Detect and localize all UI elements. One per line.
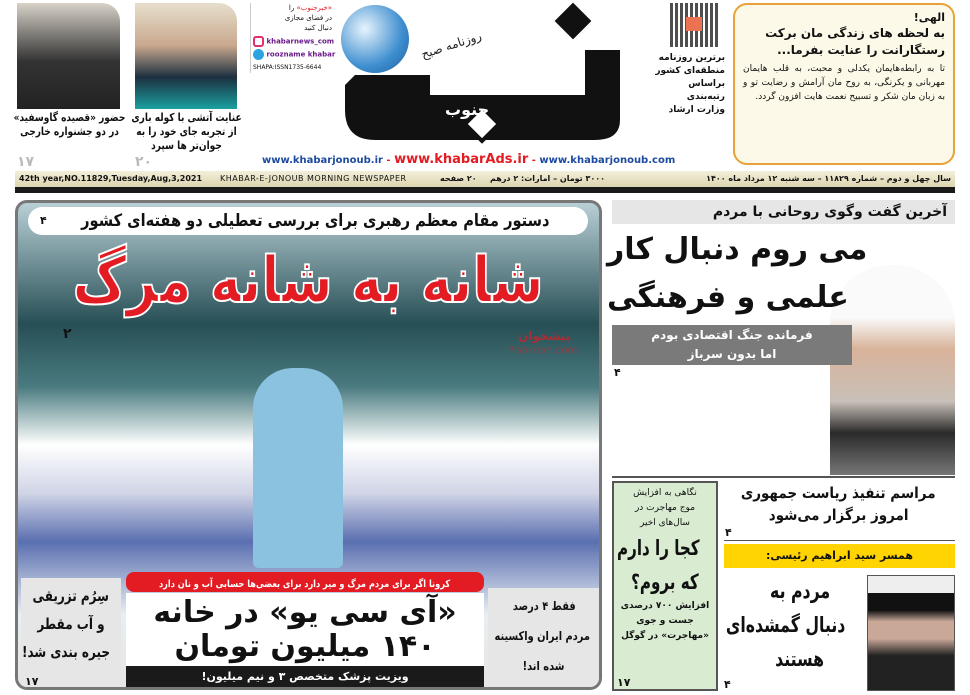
headline-line: علمی و فرهنگی (607, 280, 849, 315)
headline-line: دنبال گمشده‌ای (725, 613, 846, 637)
rouhani-headline[interactable] (607, 226, 937, 322)
left-box[interactable] (21, 578, 121, 688)
prayer-body: تا به رابطه‌هایمان یکدلی و محبت، به قلب هایمان مهربانی و یکرنگی، به روح مان آرامش و رضایت تو و به زبان مان شکر و تسبیح نعمت هایت افزون گردد. (743, 64, 945, 102)
rouhani-kicker[interactable]: آخرین گفت وگوی روحانی با مردم (612, 200, 955, 224)
divider (15, 187, 955, 193)
page-number: ۲۰ (135, 154, 153, 170)
persian-date: سال چهل و دوم – شماره ۱۱۸۲۹ – سه شنبه ۱۲ مرداد ماه ۱۴۰۰ (706, 174, 951, 183)
website-link[interactable]: www.khabarjonoub.com (539, 155, 676, 166)
deck-line: فرمانده جنگ اقتصادی بودم (651, 328, 813, 342)
globe-icon (341, 5, 409, 73)
separator: - (528, 155, 540, 166)
watermark-url: Pishkhan.com (508, 345, 578, 356)
kicker-line: نگاهی به افزایش (633, 488, 697, 498)
deck-line: جست و جوی (636, 616, 694, 626)
ranking-line: براساس (688, 79, 725, 89)
qr-code[interactable] (670, 3, 718, 47)
right-box-line: فقط ۴ درصد (512, 599, 576, 613)
headline-line: کجا را دارم (617, 536, 700, 560)
main-kicker: دستور مقام معظم رهبری برای بررسی تعطیلی دو هفته‌ای کشور (81, 211, 550, 231)
headline-line: هستند (775, 647, 825, 671)
raisi-wife-photo (867, 575, 955, 691)
telegram-handle: roozname khabar (266, 50, 336, 59)
story-title-film[interactable]: حضور «قصیده گاوسفید» در دو جشنواره خارجی (13, 111, 126, 138)
ranking-note (640, 52, 725, 117)
telegram-link[interactable] (253, 49, 336, 60)
social-intro: را (288, 4, 295, 12)
main-kicker-pill[interactable] (28, 207, 588, 235)
ads-link[interactable]: www.khabarAds.ir (394, 152, 529, 167)
prayer-line: به لحظه های زندگی مان برکت (765, 26, 945, 40)
ranking-line: برترین روزنامه (658, 53, 725, 63)
divider (724, 540, 955, 541)
page-number: ۱۷ (25, 675, 39, 688)
right-box-line: مردم ایران واکسینه (493, 629, 590, 643)
headline-line: که بروم؟ (631, 570, 699, 594)
headline-line: امروز برگزار می‌شود (768, 506, 909, 524)
price: ۳۰۰۰ تومان – امارات: ۲ درهم (490, 174, 605, 183)
story-photo-ateshi (135, 3, 237, 109)
logo-sub: جنوب (445, 100, 490, 119)
deck-line: اما بدون سرباز (687, 347, 777, 361)
page-count: ۲۰ صفحه (440, 174, 477, 183)
prayer-line: رستگارانت را عنایت بفرما... (777, 43, 945, 57)
separator: - (382, 155, 395, 166)
instagram-link[interactable] (253, 36, 335, 47)
english-name: KHABAR-E-JONOUB MORNING NEWSPAPER (220, 174, 407, 183)
sub-deck[interactable]: ویزیت پزشک متخصص ۳ و نیم میلیون! (126, 666, 484, 688)
deck-line: «مهاجرت» در گوگل (621, 631, 709, 641)
sub-kicker-pill[interactable] (126, 572, 484, 592)
main-story (15, 200, 602, 690)
ranking-line: منطقه‌ای کشور (655, 66, 725, 76)
divider (612, 476, 955, 478)
kicker-line: سال‌های اخیر (640, 518, 690, 528)
prayer-title: الهی! (913, 11, 945, 24)
headline-line: می روم دنبال کار (607, 232, 868, 267)
watermark: پیشخوان (518, 329, 571, 343)
page-number: ۱۷ (617, 676, 631, 689)
page-number: ۴ (724, 678, 731, 691)
prayer-box (733, 3, 955, 165)
main-headline[interactable]: شانه به شانه مرگ (73, 244, 544, 318)
issn: SHAPA:ISSN1735-6644 (253, 64, 322, 71)
ranking-line: رتبه‌بندی (686, 92, 725, 102)
english-date: 42th year,NO.11829,Tuesday,Aug,3,2021 (19, 174, 203, 183)
page-number: ۴ (40, 214, 47, 227)
deck-line: افزایش ۷۰۰ درصدی (620, 601, 710, 611)
social-intro-name: «خبرجنوب» (296, 4, 332, 12)
sub-headline[interactable]: «آی سی یو» در خانه ۱۴۰ میلیون تومان (153, 595, 457, 664)
right-box-line: شده اند! (523, 659, 565, 673)
social-box (250, 3, 336, 73)
left-box-line: جیره بندی شد! (22, 643, 110, 661)
social-intro: در فضای مجازی (284, 14, 332, 22)
telegram-icon (253, 49, 264, 60)
logo (335, 0, 635, 150)
inauguration-headline[interactable] (722, 482, 955, 526)
page-number: ۱۷ (17, 154, 35, 170)
website-link[interactable]: www.khabarjonoub.ir (262, 155, 383, 166)
sub-kicker: کرونا اگر برای مردم مرگ و میر دارد برای بعضی‌ها حسابی آب و نان دارد (159, 579, 451, 590)
raisi-wife-kicker[interactable]: همسر سید ابراهیم رئیسی: (724, 544, 955, 568)
headline-line: مردم به (769, 579, 831, 603)
social-intro: دنبال کنید (304, 24, 332, 32)
page-number: ۴ (614, 366, 621, 379)
logo-tagline: روزنامه صبح (419, 28, 484, 62)
page-number: ۴ (725, 526, 732, 539)
raisi-wife-headline[interactable] (725, 574, 865, 676)
story-photo-film (17, 3, 120, 109)
page-number: ۲ (63, 326, 72, 342)
headline-line: مراسم تنفیذ ریاست جمهوری (741, 484, 936, 502)
kicker-line: موج مهاجرت در (634, 503, 696, 513)
rouhani-deck[interactable] (612, 325, 852, 365)
ranking-line: وزارت ارشاد (668, 105, 725, 115)
nurse-figure (253, 368, 343, 568)
migration-box[interactable] (612, 481, 718, 691)
left-box-line: و آب مقطر (37, 615, 105, 633)
instagram-icon (253, 36, 264, 47)
right-box[interactable] (488, 588, 600, 688)
masthead-bar (15, 171, 955, 187)
story-title-ateshi[interactable]: عنایت آتشی با کوله باری از تجربه جای خود را به جوان‌تر ها سپرد (131, 111, 242, 152)
url-line (262, 152, 722, 169)
instagram-handle: khabarnews_com (266, 37, 335, 46)
left-box-line: سِرُم تزریقی (32, 587, 110, 605)
